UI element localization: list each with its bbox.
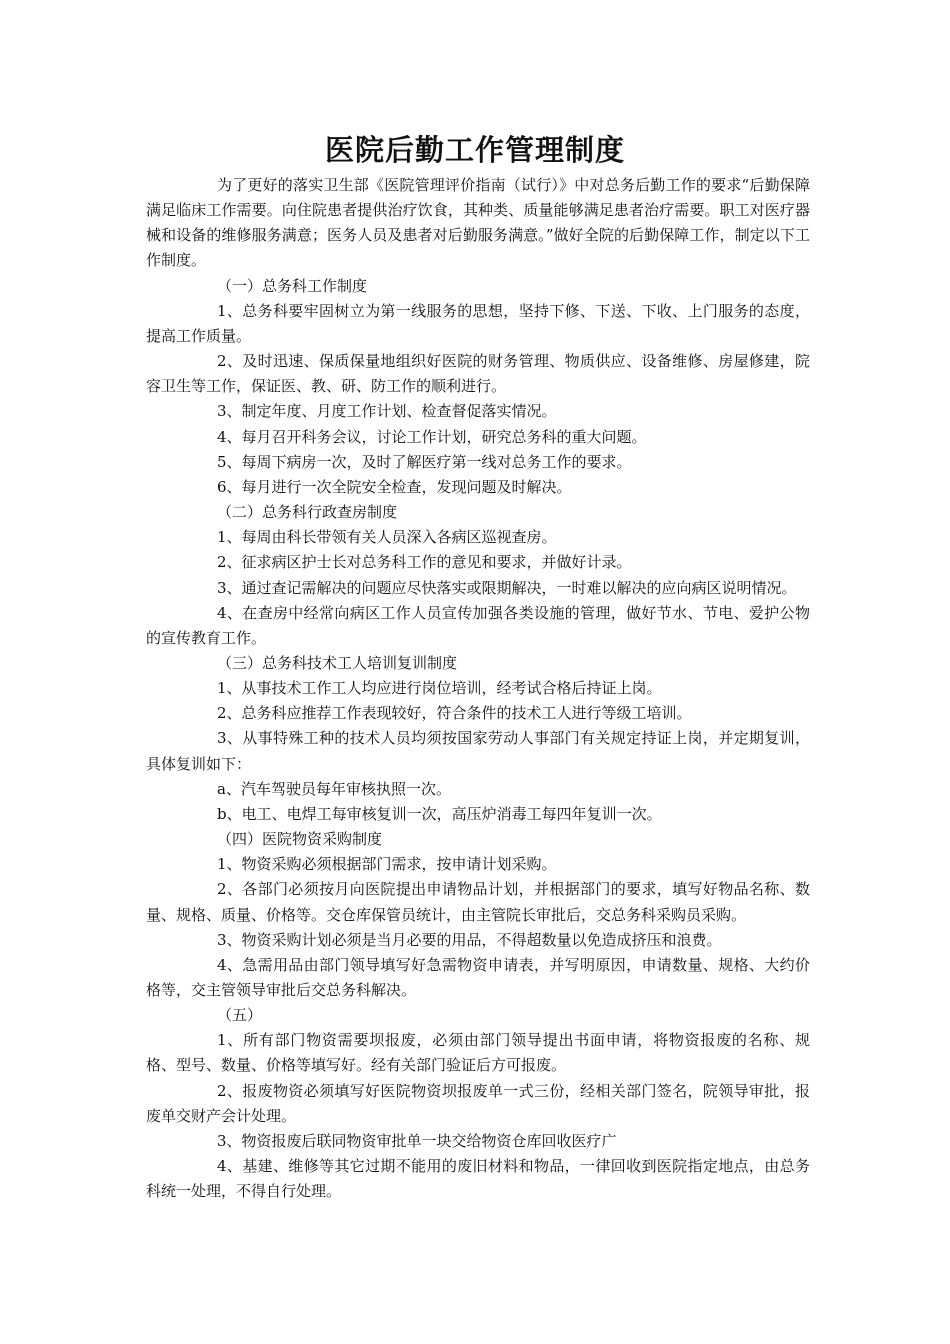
section-item: 1、从事技术工作工人均应进行岗位培训，经考试合格后持证上岗。 [217,679,662,698]
intro-paragraph: 为了更好的落实卫生部《医院管理评价指南（试行）》中对总务后勤工作的要求“后勤保障满足临床工作需要。向住院患者提供治疗饮食，其种类、质量能够满足患者治疗需要。职工对医疗器械和设备的维修服务满意；医务人员及患者对后勤服务满意。”做好全院的后勤保障工作，制定以下工作制度。 [146,176,810,270]
section-heading: （五） [217,1006,263,1025]
section-item: 3、通过查记需解决的问题应尽快落实或限期解决，一时难以解决的应向病区说明情况。 [217,578,797,597]
section-item: 3、物资采购计划必须是当月必要的用品，不得超数量以免造成挤压和浪费。 [217,930,722,949]
section-item: 3、制定年度、月度工作计划、检查督促落实情况。 [217,402,557,421]
section-heading: （三）总务科技术工人培训复训制度 [217,653,458,672]
section-heading: （四）医院物资采购制度 [217,830,383,849]
section-item: 4、每月召开科务会议，讨论工作计划，研究总务科的重大问题。 [217,427,647,446]
section-item: 4、急需用品由部门领导填写好急需物资申请表，并写明原因，申请数量、规格、大约价格等，交主管领导审批后交总务科解决。 [146,955,810,999]
section-item: 6、每月进行一次全院安全检查，发现问题及时解决。 [217,477,572,496]
section-item: 2、总务科应推荐工作表现较好，符合条件的技术工人进行等级工培训。 [217,704,692,723]
section-item: a、汽车驾驶员每年审核执照一次。 [217,779,451,798]
document-body [146,173,810,1204]
section-item: 1、每周由科长带领有关人员深入各病区巡视查房。 [217,528,557,547]
section-item: 4、基建、维修等其它过期不能用的废旧材料和物品，一律回收到医院指定地点，由总务科统一处理，不得自行处理。 [146,1157,810,1201]
section-item: 2、及时迅速、保质保量地组织好医院的财务管理、物质供应、设备维修、房屋修建，院容卫生等工作，保证医、教、研、防工作的顺利进行。 [146,352,810,396]
section-item: 2、征求病区护士长对总务科工作的意见和要求，并做好计录。 [217,553,632,572]
section-item: 2、各部门必须按月向医院提出申请物品计划，并根据部门的要求，填写好物品名称、数量、规格、质量、价格等。交仓库保管员统计，由主管院长审批后，交总务科采购员采购。 [146,880,810,924]
section-item: 2、报废物资必须填写好医院物资坝报废单一式三份，经相关部门签名，院领导审批，报废单交财产会计处理。 [146,1081,810,1125]
document-title: 医院后勤工作管理制度 [324,133,625,167]
section-item: 3、从事特殊工种的技术人员均须按国家劳动人事部门有关规定持证上岗，并定期复训，具体复训如下： [146,729,810,773]
section-item: 1、总务科要牢固树立为第一线服务的思想，坚持下修、下送、下收、上门服务的态度，提高工作质量。 [146,301,810,345]
section-item: 1、物资采购必须根据部门需求，按申请计划采购。 [217,855,557,874]
section-item: 3、物资报废后联同物资审批单一块交给物资仓库回收医疗广 [217,1131,617,1150]
section-item: b、电工、电焊工每审核复训一次，高压炉消毒工每四年复训一次。 [217,804,662,823]
section-item: 5、每周下病房一次，及时了解医疗第一线对总务工作的要求。 [217,452,632,471]
section-item: 4、在查房中经常向病区工作人员宣传加强各类设施的管理，做好节水、节电、爱护公物的宣传教育工作。 [146,603,810,647]
section-item: 1、所有部门物资需要坝报废，必须由部门领导提出书面申请，将物资报废的名称、规格、型号、数量、价格等填写好。经有关部门验证后方可报废。 [146,1031,810,1075]
section-heading: （二）总务科行政查房制度 [217,503,398,522]
section-heading: （一）总务科工作制度 [217,276,368,295]
